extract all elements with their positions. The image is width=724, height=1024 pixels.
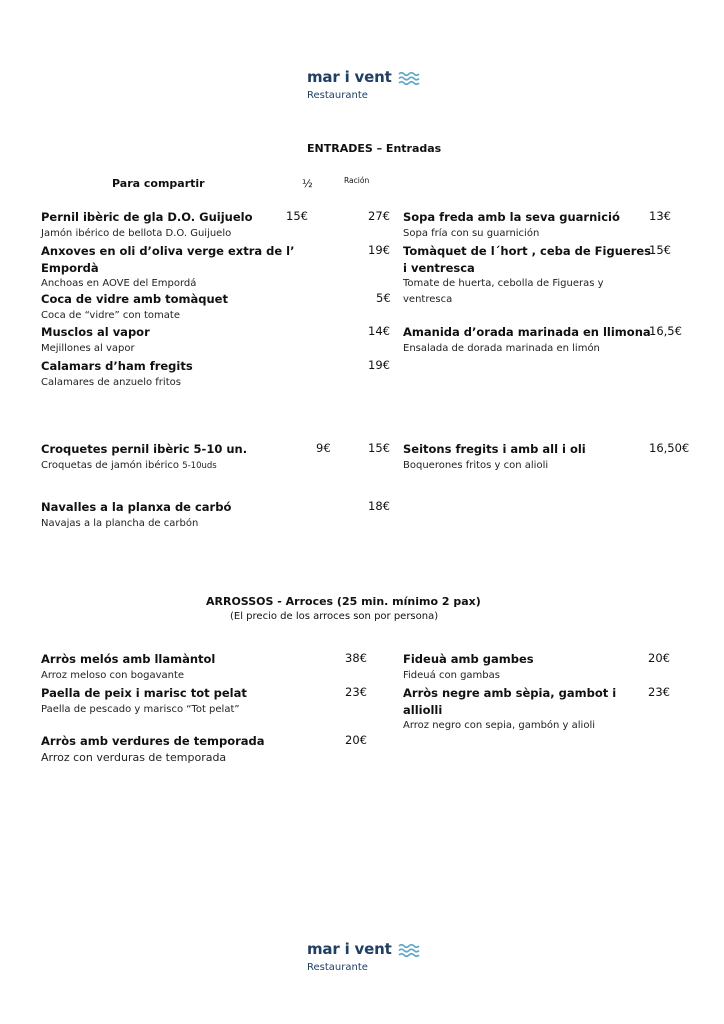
- logo-subtitle: Restaurante: [307, 962, 368, 973]
- item-description: Jamón ibérico de bellota D.O. Guijuelo: [41, 228, 232, 239]
- item-description: Arroz con verduras de temporada: [41, 751, 227, 764]
- item-description: Navajas a la plancha de carbón: [41, 518, 199, 529]
- item-description: Arroz negro con sepia, gambón y alioli: [403, 720, 596, 731]
- section-title-entrades: ENTRADES – Entradas: [307, 142, 442, 155]
- item-description: [41, 458, 217, 474]
- item-price: 16,50€: [649, 441, 690, 455]
- item-description: Calamares de anzuelo fritos: [41, 377, 181, 388]
- item-name: Coca de vidre amb tomàquet: [41, 292, 228, 306]
- item-price: 38€: [345, 651, 367, 665]
- item-price: 23€: [648, 685, 670, 699]
- item-price: 19€: [368, 243, 390, 257]
- item-price: 15€: [649, 243, 671, 257]
- item-name: Paella de peix i marisc tot pelat: [41, 686, 247, 700]
- item-description-main: Croquetas de jamón ibérico: [41, 460, 183, 471]
- item-description: Paella de pescado y marisco “Tot pelat”: [41, 704, 240, 715]
- section-note: (El precio de los arroces son por persona): [230, 611, 439, 622]
- item-name-continued: alliolli: [403, 703, 443, 717]
- item-name: Arròs negre amb sèpia, gambot i: [403, 686, 617, 700]
- item-price: 18€: [368, 499, 390, 513]
- item-name: Navalles a la planxa de carbó: [41, 500, 232, 514]
- item-name: Arròs amb verdures de temporada: [41, 734, 265, 748]
- item-price: 15€: [368, 441, 390, 455]
- item-description: Anchoas en AOVE del Empordá: [41, 278, 197, 289]
- item-description: Tomate de huerta, cebolla de Figueras y: [403, 278, 604, 289]
- item-price: 5€: [376, 291, 391, 305]
- item-description: Coca de “vidre” con tomate: [41, 310, 180, 321]
- logo-name: mar i vent: [307, 940, 392, 958]
- item-name: Arròs melós amb llamàntol: [41, 652, 216, 666]
- item-description: Boquerones fritos y con alioli: [403, 460, 549, 471]
- item-price: 14€: [368, 324, 390, 338]
- item-name-continued: i ventresca: [403, 261, 475, 275]
- item-price: 19€: [368, 358, 390, 372]
- item-name: Calamars d’ham fregits: [41, 359, 193, 373]
- item-name: Seitons fregits i amb all i oli: [403, 442, 586, 456]
- item-name: Tomàquet de l´hort , ceba de Figueres: [403, 244, 652, 258]
- logo-subtitle: Restaurante: [307, 90, 368, 101]
- item-name-continued: Empordà: [41, 261, 99, 275]
- item-name: Amanida d’orada marinada en llimona: [403, 325, 651, 339]
- item-price: 23€: [345, 685, 367, 699]
- item-description: Mejillones al vapor: [41, 343, 135, 354]
- item-description-units: 5-10uds: [182, 461, 217, 471]
- waves-icon: [398, 943, 420, 958]
- item-description: Arroz meloso con bogavante: [41, 670, 185, 681]
- item-name: Musclos al vapor: [41, 325, 150, 339]
- ration-label: Ración: [344, 176, 370, 185]
- item-description-continued: ventresca: [403, 294, 453, 305]
- half-portion-label: ½: [302, 177, 313, 190]
- subheading-para-compartir: Para compartir: [112, 177, 205, 190]
- item-price: 16,5€: [649, 324, 682, 338]
- logo-name: mar i vent: [307, 68, 392, 86]
- item-name: Fideuà amb gambes: [403, 652, 534, 666]
- item-name: Sopa freda amb la seva guarnició: [403, 210, 620, 224]
- item-half-price: 15€: [286, 209, 308, 223]
- item-name: Anxoves en oli d’oliva verge extra de l’: [41, 244, 295, 258]
- item-price: 20€: [648, 651, 670, 665]
- item-description: Ensalada de dorada marinada en limón: [403, 343, 600, 354]
- item-price: 13€: [649, 209, 671, 223]
- item-name: Pernil ibèric de gla D.O. Guijuelo: [41, 210, 253, 224]
- waves-icon: [398, 71, 420, 86]
- item-half-price: 9€: [316, 441, 331, 455]
- item-price: 27€: [368, 209, 390, 223]
- item-name: Croquetes pernil ibèric 5-10 un.: [41, 442, 248, 456]
- section-title-arrossos: ARROSSOS - Arroces (25 min. mínimo 2 pax): [206, 595, 481, 608]
- item-description: Fideuá con gambas: [403, 670, 500, 681]
- item-price: 20€: [345, 733, 367, 747]
- item-description: Sopa fría con su guarnición: [403, 228, 540, 239]
